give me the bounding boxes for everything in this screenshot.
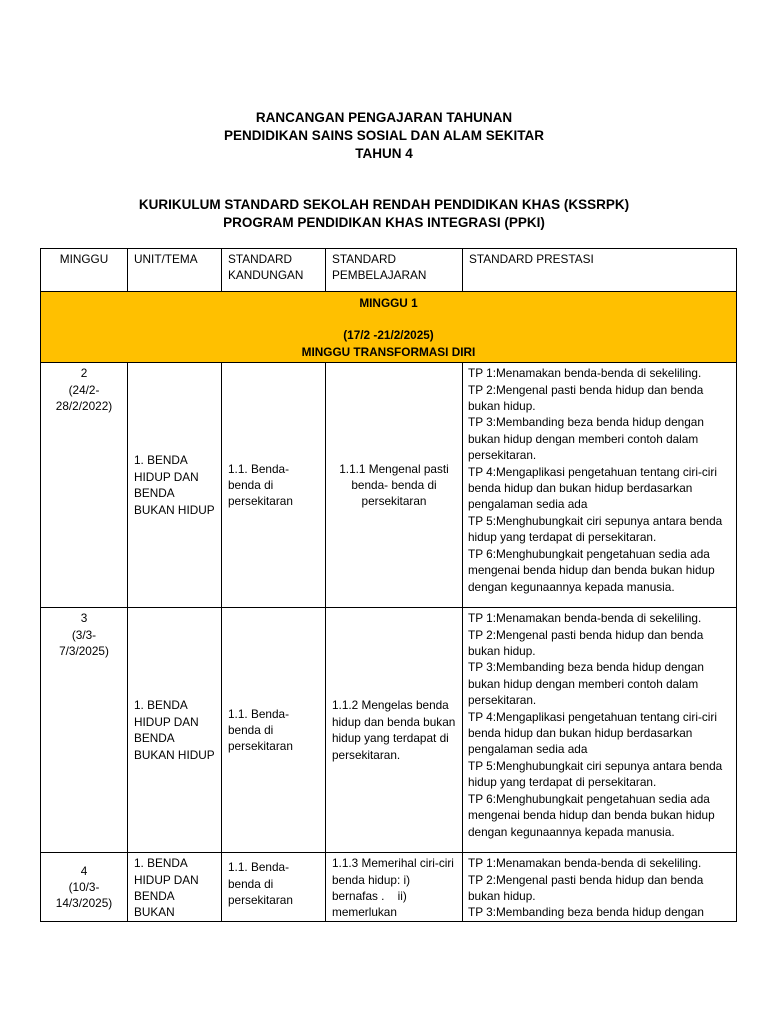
header-standard-kandungan: STANDARD KANDUNGAN	[222, 249, 326, 292]
cell-standard-pembelajaran	[326, 853, 463, 922]
cell-standard-kandungan: 1.1. Benda-benda di persekitaran	[222, 608, 326, 853]
table-row	[41, 363, 737, 608]
title-rpt: RANCANGAN PENGAJARAN TAHUNAN	[255, 110, 513, 125]
tp-item: TP 1:Menamakan benda-benda di sekeliling.	[468, 856, 702, 871]
sk-text: 1.1. Benda-benda di persekitaran	[228, 860, 293, 908]
week-number: 2	[80, 366, 88, 381]
cell-unit-tema: 1. BENDA HIDUP DAN BENDA BUKAN HIDUP	[128, 608, 222, 853]
table-header-row	[41, 249, 737, 292]
tp-item: TP 2:Mengenal pasti benda hidup dan benda bukan hidup.	[468, 627, 704, 659]
tp-item: TP 2:Mengenal pasti benda hidup dan benda bukan hidup.	[468, 872, 704, 904]
week1-banner	[41, 292, 737, 363]
tp-item: TP 4:Mengaplikasi pengetahuan tentang ciri-ciri benda hidup dan bukan hidup berdasarkan pengalaman sedia ada	[468, 709, 717, 757]
table-row	[41, 608, 737, 853]
tp-item: TP 2:Mengenal pasti benda hidup dan benda bukan hidup.	[468, 382, 704, 414]
header-standard-prestasi: STANDARD PRESTASI	[463, 249, 737, 292]
cell-standard-kandungan: 1.1. Benda-benda di persekitaran	[222, 363, 326, 608]
week-dates: (3/3-7/3/2025)	[59, 627, 109, 659]
title-year: TAHUN 4	[355, 146, 413, 161]
tp-item: TP 1:Menamakan benda-benda di sekeliling.	[468, 611, 702, 626]
title-subject: PENDIDIKAN SAINS SOSIAL DAN ALAM SEKITAR	[223, 128, 545, 143]
week-dates: (24/2-28/2/2022)	[55, 382, 113, 414]
sb-text: 1.1.3 Memerihal ciri-ciri benda hidup: i) bernafas . ii) memerlukan	[332, 856, 458, 920]
tp-item: TP 3:Membanding beza benda hidup dengan	[468, 905, 704, 920]
table-row	[41, 853, 737, 922]
header-unit-tema: UNIT/TEMA	[128, 249, 222, 292]
cell-minggu	[41, 853, 128, 922]
tp-item: TP 1:Menamakan benda-benda di sekeliling.	[468, 366, 702, 381]
week1-dates: (17/2 -21/2/2025)	[343, 328, 434, 343]
cell-standard-pembelajaran: 1.1.1 Mengenal pasti benda- benda di persekitaran	[326, 363, 463, 608]
document-title-block	[0, 109, 768, 163]
tp-item: TP 4:Mengaplikasi pengetahuan tentang ciri-ciri benda hidup dan bukan hidup berdasarkan pengalaman sedia ada	[468, 464, 717, 512]
cell-standard-prestasi	[463, 363, 737, 608]
tp-item: TP 3:Membanding beza benda hidup dengan bukan hidup dengan memberi contoh dalam persekitaran.	[468, 415, 704, 463]
unit-text: 1. BENDA HIDUP DAN BENDA BUKAN	[134, 856, 199, 920]
cell-standard-kandungan	[222, 853, 326, 922]
week-dates: (10/3-14/3/2025)	[55, 880, 113, 911]
cell-minggu	[41, 363, 128, 608]
cell-unit-tema	[128, 853, 222, 922]
cell-minggu	[41, 608, 128, 853]
header-minggu: MINGGU	[41, 249, 128, 292]
week1-label: MINGGU 1	[359, 296, 418, 310]
tp-item: TP 3:Membanding beza benda hidup dengan bukan hidup dengan memberi contoh dalam persekitaran.	[468, 660, 704, 708]
title-curriculum: KURIKULUM STANDARD SEKOLAH RENDAH PENDIDIKAN KHAS (KSSRPK)	[138, 197, 630, 212]
cell-standard-pembelajaran: 1.1.2 Mengelas benda hidup dan benda bukan hidup yang terdapat di persekitaran.	[326, 608, 463, 853]
rpt-table	[40, 248, 737, 922]
week1-theme: MINGGU TRANSFORMASI DIRI	[301, 344, 476, 359]
tp-item: TP 6:Menghubungkait pengetahuan sedia ada mengenai benda hidup dan benda bukan hidup dengan kegunaannya kepada manusia.	[468, 791, 715, 839]
curriculum-title-block	[0, 196, 768, 232]
tp-item: TP 5:Menghubungkait ciri sepunya antara benda hidup yang terdapat di persekitaran.	[468, 513, 723, 545]
cell-unit-tema: 1. BENDA HIDUP DAN BENDA BUKAN HIDUP	[128, 363, 222, 608]
tp-item: TP 5:Menghubungkait ciri sepunya antara benda hidup yang terdapat di persekitaran.	[468, 758, 723, 790]
cell-standard-prestasi	[463, 853, 737, 922]
week1-banner-row	[41, 292, 737, 363]
tp-item: TP 6:Menghubungkait pengetahuan sedia ada mengenai benda hidup dan benda bukan hidup dengan kegunaannya kepada manusia.	[468, 546, 715, 594]
week-number: 4	[80, 863, 88, 878]
header-standard-pembelajaran: STANDARD PEMBELAJARAN	[326, 249, 463, 292]
week-number: 3	[80, 611, 88, 626]
title-program: PROGRAM PENDIDIKAN KHAS INTEGRASI (PPKI)	[223, 215, 545, 230]
cell-standard-prestasi	[463, 608, 737, 853]
